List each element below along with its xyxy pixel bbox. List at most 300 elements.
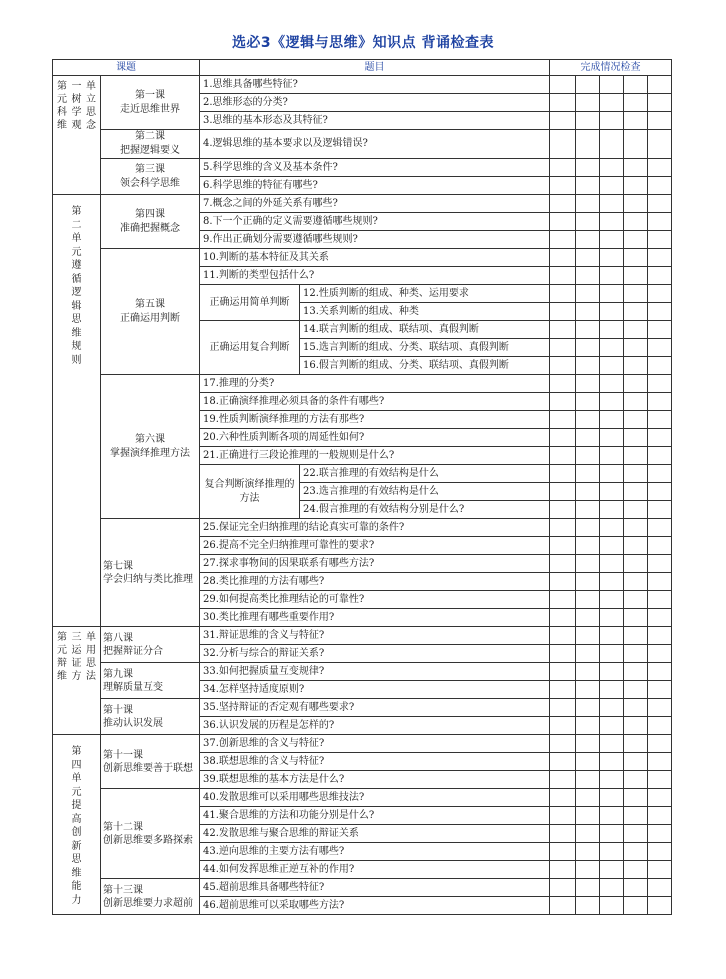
check-cell[interactable] — [576, 753, 600, 771]
check-cell[interactable] — [550, 303, 576, 321]
check-cell[interactable] — [624, 321, 648, 339]
check-cell[interactable] — [600, 753, 624, 771]
check-cell[interactable] — [624, 483, 648, 501]
check-cell[interactable] — [550, 609, 576, 627]
check-cell[interactable] — [576, 717, 600, 735]
check-cell[interactable] — [550, 195, 576, 213]
question-cell: 46.超前思维可以采取哪些方法? — [200, 897, 550, 915]
question-cell: 42.发散思维与聚合思维的辩证关系 — [200, 825, 550, 843]
question-cell: 22.联言推理的有效结构是什么 — [300, 465, 550, 483]
question-cell: 24.假言推理的有效结构分别是什么? — [300, 501, 550, 519]
table-row — [53, 249, 672, 267]
check-cell[interactable] — [576, 213, 600, 231]
check-cell[interactable] — [624, 159, 648, 177]
check-cell[interactable] — [576, 411, 600, 429]
lesson-cell: 第十课 推动认识发展 — [101, 699, 200, 735]
check-cell[interactable] — [550, 861, 576, 879]
lesson-cell: 第三课 领会科学思维 — [101, 159, 200, 195]
check-cell[interactable] — [576, 483, 600, 501]
check-cell[interactable] — [648, 609, 672, 627]
check-cell[interactable] — [600, 645, 624, 663]
question-cell: 28.类比推理的方法有哪些? — [200, 573, 550, 591]
check-cell[interactable] — [600, 339, 624, 357]
check-cell[interactable] — [648, 249, 672, 267]
lesson-cell: 第一课 走近思维世界 — [101, 76, 200, 130]
check-cell[interactable] — [600, 177, 624, 195]
check-cell[interactable] — [648, 267, 672, 285]
check-cell[interactable] — [624, 663, 648, 681]
check-cell[interactable] — [576, 94, 600, 112]
check-cell[interactable] — [550, 501, 576, 519]
check-cell[interactable] — [624, 465, 648, 483]
question-cell: 4.逻辑思维的基本要求以及逻辑错误? — [200, 130, 550, 159]
check-cell[interactable] — [550, 213, 576, 231]
table-row — [53, 76, 672, 94]
check-cell[interactable] — [550, 375, 576, 393]
check-cell[interactable] — [550, 591, 576, 609]
check-cell[interactable] — [550, 393, 576, 411]
check-cell[interactable] — [550, 681, 576, 699]
check-cell[interactable] — [624, 681, 648, 699]
lesson-cell: 第十一课 创新思维要善于联想 — [101, 735, 200, 789]
check-cell[interactable] — [576, 501, 600, 519]
check-cell[interactable] — [648, 76, 672, 94]
check-cell[interactable] — [576, 321, 600, 339]
question-cell: 39.联想思维的基本方法是什么? — [200, 771, 550, 789]
question-cell: 32.分析与综合的辩证关系? — [200, 645, 550, 663]
check-cell[interactable] — [600, 591, 624, 609]
check-cell[interactable] — [550, 321, 576, 339]
check-cell[interactable] — [550, 627, 576, 645]
subgroup-cell: 正确运用复合判断 — [200, 321, 300, 375]
table-row — [53, 663, 672, 681]
question-cell: 7.概念之间的外延关系有哪些? — [200, 195, 550, 213]
check-cell[interactable] — [624, 393, 648, 411]
check-cell[interactable] — [550, 843, 576, 861]
check-cell[interactable] — [624, 519, 648, 537]
table-row — [53, 879, 672, 897]
check-cell[interactable] — [648, 411, 672, 429]
check-cell[interactable] — [648, 627, 672, 645]
check-cell[interactable] — [648, 130, 672, 159]
check-cell[interactable] — [550, 753, 576, 771]
check-cell[interactable] — [600, 663, 624, 681]
check-cell[interactable] — [576, 195, 600, 213]
question-cell: 16.假言判断的组成、分类、联结项、真假判断 — [300, 357, 550, 375]
check-cell[interactable] — [624, 735, 648, 753]
check-cell[interactable] — [648, 789, 672, 807]
check-cell[interactable] — [600, 501, 624, 519]
check-cell[interactable] — [576, 159, 600, 177]
check-cell[interactable] — [624, 411, 648, 429]
check-cell[interactable] — [624, 537, 648, 555]
check-cell[interactable] — [550, 429, 576, 447]
check-cell[interactable] — [624, 357, 648, 375]
table-row — [53, 195, 672, 213]
check-cell[interactable] — [576, 130, 600, 159]
question-cell: 45.超前思维具备哪些特征? — [200, 879, 550, 897]
check-cell[interactable] — [648, 771, 672, 789]
check-cell[interactable] — [624, 789, 648, 807]
check-cell[interactable] — [550, 339, 576, 357]
check-cell[interactable] — [550, 825, 576, 843]
check-cell[interactable] — [600, 519, 624, 537]
check-cell[interactable] — [550, 465, 576, 483]
check-cell[interactable] — [550, 249, 576, 267]
check-cell[interactable] — [600, 573, 624, 591]
check-cell[interactable] — [648, 483, 672, 501]
check-cell[interactable] — [600, 195, 624, 213]
check-cell[interactable] — [600, 375, 624, 393]
check-cell[interactable] — [624, 177, 648, 195]
check-cell[interactable] — [576, 285, 600, 303]
check-cell[interactable] — [550, 159, 576, 177]
lesson-cell: 第六课 掌握演绎推理方法 — [101, 375, 200, 519]
question-cell: 11.判断的类型包括什么? — [200, 267, 550, 285]
table-row — [53, 789, 672, 807]
check-cell[interactable] — [624, 267, 648, 285]
check-cell[interactable] — [624, 825, 648, 843]
check-cell[interactable] — [550, 663, 576, 681]
check-cell[interactable] — [648, 195, 672, 213]
check-cell[interactable] — [648, 159, 672, 177]
check-cell[interactable] — [624, 429, 648, 447]
check-cell[interactable] — [576, 393, 600, 411]
check-cell[interactable] — [600, 429, 624, 447]
check-cell[interactable] — [600, 321, 624, 339]
check-cell[interactable] — [600, 627, 624, 645]
question-cell: 26.提高不完全归纳推理可靠性的要求? — [200, 537, 550, 555]
check-cell[interactable] — [624, 573, 648, 591]
check-cell[interactable] — [576, 447, 600, 465]
check-cell[interactable] — [600, 231, 624, 249]
check-cell[interactable] — [648, 879, 672, 897]
check-cell[interactable] — [624, 285, 648, 303]
check-cell[interactable] — [600, 735, 624, 753]
check-cell[interactable] — [576, 627, 600, 645]
question-cell: 12.性质判断的组成、种类、运用要求 — [300, 285, 550, 303]
check-cell[interactable] — [624, 375, 648, 393]
check-cell[interactable] — [576, 897, 600, 915]
question-cell: 21.正确进行三段论推理的一般规则是什么? — [200, 447, 550, 465]
check-cell[interactable] — [648, 573, 672, 591]
check-cell[interactable] — [576, 645, 600, 663]
check-cell[interactable] — [648, 465, 672, 483]
check-cell[interactable] — [648, 447, 672, 465]
question-cell: 17.推理的分类? — [200, 375, 550, 393]
check-cell[interactable] — [624, 339, 648, 357]
check-cell[interactable] — [550, 285, 576, 303]
table-row — [53, 699, 672, 717]
check-cell[interactable] — [624, 771, 648, 789]
check-cell[interactable] — [648, 897, 672, 915]
check-cell[interactable] — [648, 285, 672, 303]
check-cell[interactable] — [576, 825, 600, 843]
check-cell[interactable] — [648, 357, 672, 375]
check-cell[interactable] — [576, 303, 600, 321]
check-cell[interactable] — [550, 94, 576, 112]
check-cell[interactable] — [624, 753, 648, 771]
check-cell[interactable] — [550, 897, 576, 915]
check-cell[interactable] — [624, 717, 648, 735]
check-cell[interactable] — [550, 717, 576, 735]
check-cell[interactable] — [600, 807, 624, 825]
check-cell[interactable] — [576, 843, 600, 861]
check-cell[interactable] — [648, 753, 672, 771]
check-cell[interactable] — [550, 537, 576, 555]
subgroup-cell: 复合判断演绎推理的方法 — [200, 465, 300, 519]
check-cell[interactable] — [576, 231, 600, 249]
check-cell[interactable] — [550, 735, 576, 753]
unit-name-vertical: 第四单元提高创新思维能力 — [71, 746, 82, 906]
check-cell[interactable] — [576, 555, 600, 573]
check-cell[interactable] — [550, 267, 576, 285]
check-cell[interactable] — [600, 681, 624, 699]
lesson-cell: 第五课 正确运用判断 — [101, 249, 200, 375]
question-cell: 25.保证完全归纳推理的结论真实可靠的条件? — [200, 519, 550, 537]
check-cell[interactable] — [550, 789, 576, 807]
check-cell[interactable] — [600, 897, 624, 915]
check-cell[interactable] — [624, 555, 648, 573]
check-cell[interactable] — [648, 94, 672, 112]
unit-name-vertical: 第二单元遵循逻辑思维规则 — [71, 206, 82, 366]
check-cell[interactable] — [550, 76, 576, 94]
check-cell[interactable] — [648, 717, 672, 735]
check-cell[interactable] — [550, 519, 576, 537]
check-cell[interactable] — [550, 879, 576, 897]
check-cell[interactable] — [624, 94, 648, 112]
check-cell[interactable] — [648, 339, 672, 357]
check-cell[interactable] — [576, 357, 600, 375]
check-cell[interactable] — [550, 447, 576, 465]
check-cell[interactable] — [648, 537, 672, 555]
check-cell[interactable] — [600, 447, 624, 465]
question-cell: 34.怎样坚持适度原则? — [200, 681, 550, 699]
check-cell[interactable] — [624, 897, 648, 915]
check-cell[interactable] — [550, 411, 576, 429]
check-cell[interactable] — [600, 249, 624, 267]
question-cell: 29.如何提高类比推理结论的可靠性? — [200, 591, 550, 609]
check-cell[interactable] — [576, 681, 600, 699]
check-cell[interactable] — [624, 627, 648, 645]
lesson-cell: 第十三课 创新思维要力求超前 — [101, 879, 200, 915]
check-cell[interactable] — [624, 231, 648, 249]
check-cell[interactable] — [600, 393, 624, 411]
checklist-table — [52, 59, 672, 915]
check-cell[interactable] — [648, 735, 672, 753]
check-cell[interactable] — [576, 771, 600, 789]
check-cell[interactable] — [550, 645, 576, 663]
check-cell[interactable] — [550, 771, 576, 789]
check-cell[interactable] — [600, 537, 624, 555]
check-cell[interactable] — [624, 591, 648, 609]
check-cell[interactable] — [576, 807, 600, 825]
check-cell[interactable] — [648, 645, 672, 663]
check-cell[interactable] — [550, 112, 576, 130]
check-cell[interactable] — [624, 195, 648, 213]
check-cell[interactable] — [648, 555, 672, 573]
check-cell[interactable] — [624, 609, 648, 627]
check-cell[interactable] — [550, 573, 576, 591]
header-check: 完成情况检查 — [550, 60, 672, 76]
check-cell[interactable] — [600, 879, 624, 897]
check-cell[interactable] — [624, 879, 648, 897]
question-cell: 5.科学思维的含义及基本条件? — [200, 159, 550, 177]
question-cell: 3.思维的基本形态及其特征? — [200, 112, 550, 130]
check-cell[interactable] — [600, 789, 624, 807]
check-cell[interactable] — [550, 231, 576, 249]
check-cell[interactable] — [576, 789, 600, 807]
check-cell[interactable] — [576, 879, 600, 897]
check-cell[interactable] — [600, 771, 624, 789]
check-cell[interactable] — [600, 483, 624, 501]
check-cell[interactable] — [600, 112, 624, 130]
check-cell[interactable] — [600, 303, 624, 321]
question-cell: 18.正确演绎推理必须具备的条件有哪些? — [200, 393, 550, 411]
header-row — [53, 60, 672, 76]
check-cell[interactable] — [600, 717, 624, 735]
check-cell[interactable] — [648, 843, 672, 861]
check-cell[interactable] — [648, 699, 672, 717]
question-cell: 8.下一个正确的定义需要遵循哪些规则? — [200, 213, 550, 231]
question-cell: 27.探求事物间的因果联系有哪些方法? — [200, 555, 550, 573]
check-cell[interactable] — [600, 555, 624, 573]
check-cell[interactable] — [576, 339, 600, 357]
table-row — [53, 519, 672, 537]
check-cell[interactable] — [600, 76, 624, 94]
check-cell[interactable] — [648, 861, 672, 879]
check-cell[interactable] — [624, 807, 648, 825]
page-title: 选必3《逻辑与思维》知识点 背诵检查表 — [231, 35, 495, 51]
check-cell[interactable] — [600, 843, 624, 861]
check-cell[interactable] — [576, 735, 600, 753]
check-cell[interactable] — [550, 555, 576, 573]
check-cell[interactable] — [624, 249, 648, 267]
check-cell[interactable] — [648, 807, 672, 825]
check-cell[interactable] — [648, 663, 672, 681]
check-cell[interactable] — [648, 591, 672, 609]
check-cell[interactable] — [648, 375, 672, 393]
check-cell[interactable] — [576, 429, 600, 447]
check-cell[interactable] — [648, 231, 672, 249]
check-cell[interactable] — [600, 159, 624, 177]
check-cell[interactable] — [624, 843, 648, 861]
question-cell: 44.如何发挥思维正逆互补的作用? — [200, 861, 550, 879]
check-cell[interactable] — [600, 357, 624, 375]
check-cell[interactable] — [600, 94, 624, 112]
check-cell[interactable] — [600, 267, 624, 285]
unit-cell: 第三单元运用辩证思维方法 — [53, 627, 101, 735]
check-cell[interactable] — [576, 177, 600, 195]
check-cell[interactable] — [624, 861, 648, 879]
unit-cell — [53, 195, 101, 627]
check-cell[interactable] — [624, 699, 648, 717]
check-cell[interactable] — [648, 303, 672, 321]
check-cell[interactable] — [648, 825, 672, 843]
lesson-cell: 第八课 把握辩证分合 — [101, 627, 200, 663]
check-cell[interactable] — [624, 303, 648, 321]
check-cell[interactable] — [576, 267, 600, 285]
table-row — [53, 130, 672, 159]
check-cell[interactable] — [600, 465, 624, 483]
check-cell[interactable] — [576, 375, 600, 393]
question-cell: 20.六种性质判断各项的周延性如何? — [200, 429, 550, 447]
check-cell[interactable] — [576, 249, 600, 267]
question-cell: 37.创新思维的含义与特征? — [200, 735, 550, 753]
check-cell[interactable] — [576, 519, 600, 537]
check-cell[interactable] — [624, 130, 648, 159]
question-cell: 31.辩证思维的含义与特征? — [200, 627, 550, 645]
check-cell[interactable] — [624, 76, 648, 94]
check-cell[interactable] — [576, 591, 600, 609]
check-cell[interactable] — [576, 609, 600, 627]
lesson-cell: 第七课 学会归纳与类比推理 — [101, 519, 200, 627]
check-cell[interactable] — [648, 519, 672, 537]
check-cell[interactable] — [600, 130, 624, 159]
check-cell[interactable] — [600, 825, 624, 843]
check-cell[interactable] — [624, 501, 648, 519]
check-cell[interactable] — [576, 699, 600, 717]
table-row — [53, 627, 672, 645]
check-cell[interactable] — [576, 573, 600, 591]
subgroup-cell: 正确运用简单判断 — [200, 285, 300, 321]
check-cell[interactable] — [550, 357, 576, 375]
check-cell[interactable] — [576, 537, 600, 555]
check-cell[interactable] — [648, 177, 672, 195]
question-cell: 30.类比推理有哪些重要作用? — [200, 609, 550, 627]
check-cell[interactable] — [600, 699, 624, 717]
check-cell[interactable] — [600, 411, 624, 429]
check-cell[interactable] — [550, 483, 576, 501]
table-row — [53, 159, 672, 177]
check-cell[interactable] — [550, 807, 576, 825]
question-cell: 40.发散思维可以采用哪些思维技法? — [200, 789, 550, 807]
check-cell[interactable] — [624, 213, 648, 231]
check-cell[interactable] — [624, 645, 648, 663]
check-cell[interactable] — [648, 213, 672, 231]
question-cell: 14.联言判断的组成、联结项、真假判断 — [300, 321, 550, 339]
check-cell[interactable] — [576, 76, 600, 94]
check-cell[interactable] — [550, 130, 576, 159]
check-cell[interactable] — [648, 393, 672, 411]
check-cell[interactable] — [600, 285, 624, 303]
check-cell[interactable] — [550, 177, 576, 195]
check-cell[interactable] — [576, 663, 600, 681]
check-cell[interactable] — [576, 465, 600, 483]
check-cell[interactable] — [576, 861, 600, 879]
question-cell: 2.思维形态的分类? — [200, 94, 550, 112]
header-topic: 课题 — [53, 60, 200, 76]
unit-cell — [53, 735, 101, 915]
check-cell[interactable] — [576, 112, 600, 130]
check-cell[interactable] — [648, 501, 672, 519]
check-cell[interactable] — [550, 699, 576, 717]
check-cell[interactable] — [600, 861, 624, 879]
check-cell[interactable] — [648, 321, 672, 339]
question-cell: 19.性质判断演绎推理的方法有那些? — [200, 411, 550, 429]
check-cell[interactable] — [600, 609, 624, 627]
question-cell: 15.选言判断的组成、分类、联结项、真假判断 — [300, 339, 550, 357]
check-cell[interactable] — [648, 681, 672, 699]
lesson-cell: 第十二课 创新思维要多路探索 — [101, 789, 200, 879]
question-cell: 9.作出正确划分需要遵循哪些规则? — [200, 231, 550, 249]
check-cell[interactable] — [600, 213, 624, 231]
check-cell[interactable] — [624, 447, 648, 465]
check-cell[interactable] — [648, 429, 672, 447]
check-cell[interactable] — [648, 112, 672, 130]
check-cell[interactable] — [624, 112, 648, 130]
question-cell: 10.判断的基本特征及其关系 — [200, 249, 550, 267]
